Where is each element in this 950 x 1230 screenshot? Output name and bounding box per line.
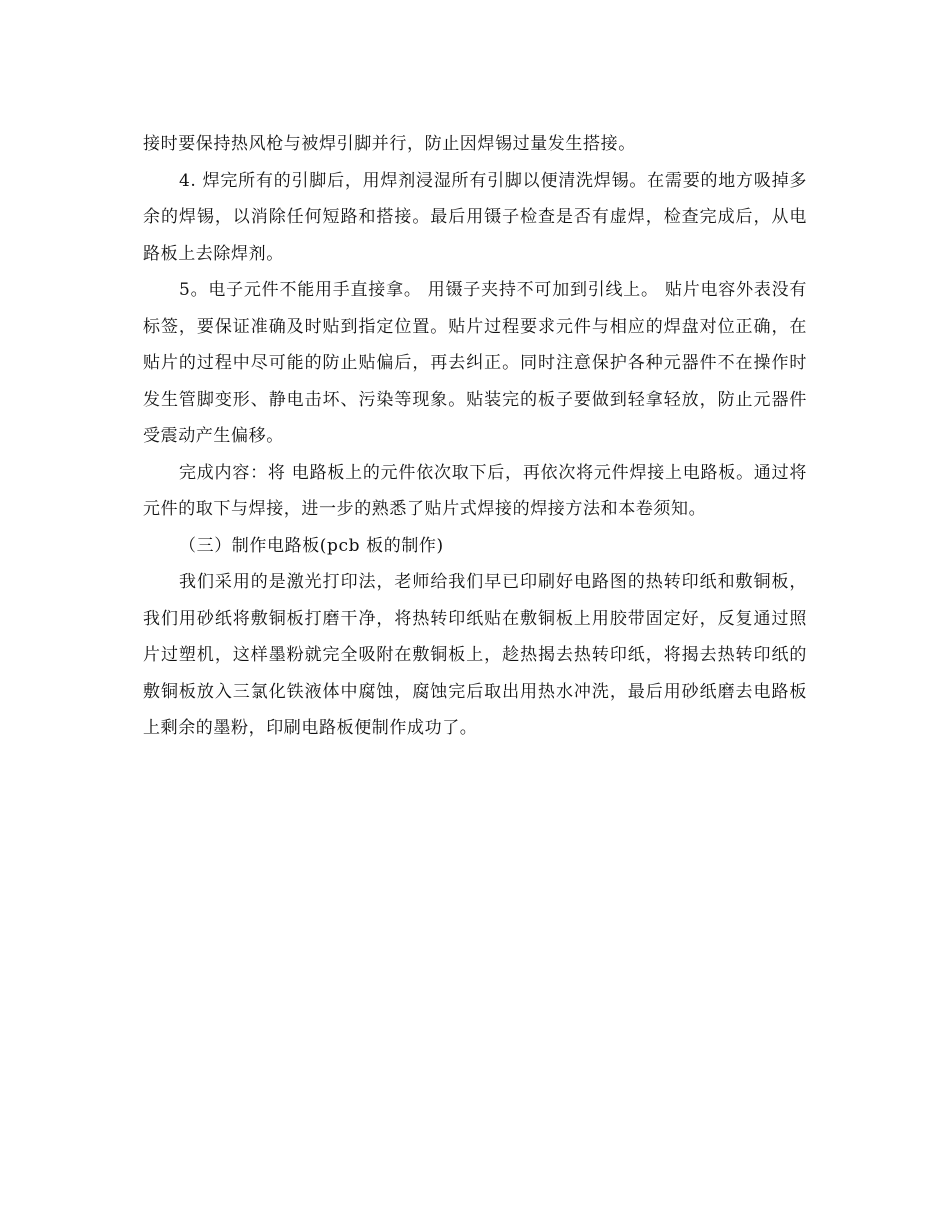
paragraph-completion: 完成内容：将 电路板上的元件依次取下后，再依次将元件焊接上电路板。通过将元件的取下与焊接，进一步的熟悉了贴片式焊接的焊接方法和本卷须知。 (143, 462, 807, 519)
document-body (143, 126, 807, 747)
paragraph-laser-print-method: 我们采用的是激光打印法，老师给我们早已印刷好电路图的热转印纸和敷铜板，我们用砂纸将敷铜板打磨干净，将热转印纸贴在敷铜板上用胶带固定好，反复通过照片过塑机，这样墨粉就完全吸附在敷铜板上，趁热揭去热转印纸，将揭去热转印纸的敷铜板放入三氯化铁液体中腐蚀，腐蚀完后取出用热水冲洗，最后用砂纸磨去电路板上剩余的墨粉，印刷电路板便制作成功了。 (143, 572, 807, 738)
paragraph-hot-air-gun: 接时要保持热风枪与被焊引脚并行，防止因焊锡过量发生搭接。 (143, 134, 636, 154)
section-heading-pcb: （三）制作电路板(pcb 板的制作) (179, 535, 444, 556)
paragraph-step-4: 4. 焊完所有的引脚后，用焊剂浸湿所有引脚以便清洗焊锡。在需要的地方吸掉多余的焊锡，以消除任何短路和搭接。最后用镊子检查是否有虚焊，检查完成后，从电路板上去除焊剂。 (143, 170, 807, 264)
paragraph-step-5: 5。电子元件不能用手直接拿。 用镊子夹持不可加到引线上。 贴片电容外表没有标签，要保证准确及时贴到指定位置。贴片过程要求元件与相应的焊盘对位正确，在贴片的过程中尽可能的防止贴偏后，再去纠正。同时注意保护各种元器件不在操作时发生管脚变形、静电击坏、污染等现象。贴装完的板子要做到轻拿轻放，防止元器件受震动产生偏移。 (143, 280, 807, 446)
